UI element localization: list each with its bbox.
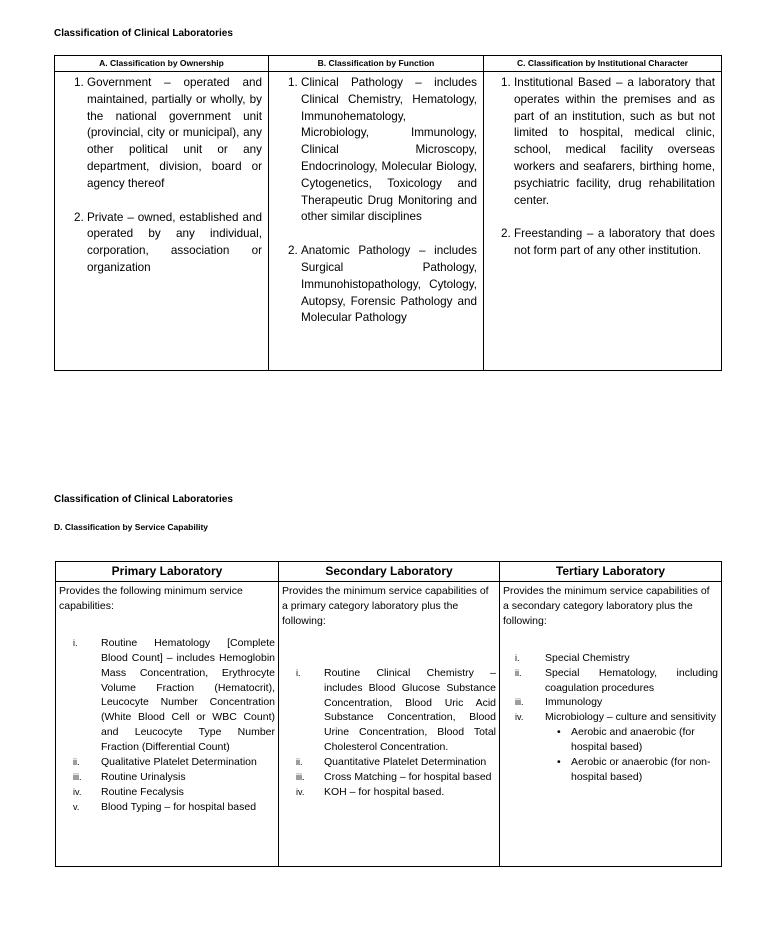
function-cell xyxy=(269,72,484,371)
list-item: 2. Anatomic Pathology – includes Surgical Pathology, Immunohistopathology, Cytology, Autopsy, Forensic Pathology and Molecular Pathology xyxy=(301,243,477,327)
item-number: iv. xyxy=(515,712,524,723)
list-item xyxy=(282,666,496,755)
bullet-icon: • xyxy=(557,726,561,739)
list-item: 1. Institutional Based – a laboratory that operates within the premises and as part of an institution, such as but not limited to hospital, medical clinic, school, medical facility overseas workers and seafarers, birthing home, psychiatric facility, drug rehabilitation center. xyxy=(514,75,715,209)
secondary-cell xyxy=(279,582,500,867)
item-text: Qualitative Platelet Determination xyxy=(101,756,257,769)
item-number: ii. xyxy=(515,667,522,678)
tertiary-cell xyxy=(500,582,722,867)
item-text: Aerobic or anaerobic (for non-hospital based) xyxy=(571,756,711,783)
secondary-header: Secondary Laboratory xyxy=(279,562,500,582)
item-number: ii. xyxy=(296,757,303,768)
item-number: iii. xyxy=(73,771,82,782)
list-item xyxy=(282,755,496,770)
item-text: Aerobic and anaerobic (for hospital based) xyxy=(571,726,695,754)
list-item: 2. Private – owned, established and operated by any individual, corporation, association or organization xyxy=(87,210,262,277)
list-item xyxy=(59,800,275,815)
classification-table-1 xyxy=(54,55,722,371)
item-number: ii. xyxy=(73,757,80,768)
item-text: Blood Typing – for hospital based xyxy=(101,800,257,813)
item-number: i. xyxy=(296,667,301,678)
item-number: iv. xyxy=(296,786,305,797)
list-item: 1. Clinical Pathology – includes Clinical Chemistry, Hematology, Immunohematology, Microbiology, Immunology, Clinical Microscopy, Endocrinology, Molecular Biology, Cytogenetics, Toxicology and Therapeutic Drug Monitoring and other similar disciplines xyxy=(301,75,477,226)
institutional-header: C. Classification by Institutional Character xyxy=(484,56,722,72)
item-number: i. xyxy=(515,652,520,663)
primary-header: Primary Laboratory xyxy=(56,562,279,582)
item-text: KOH – for hospital based. xyxy=(324,785,445,798)
list-item xyxy=(503,695,718,710)
item-text: Routine Hematology [Complete Blood Count] – includes Hemoglobin Mass Concentration, Erythrocyte Volume Fraction (Hematocrit), Leucocyte Number Concentration (White Blood Cell or WBC Count) and Leucocyte Type Number Fraction (Differential Count) xyxy=(101,636,275,754)
list-item xyxy=(59,785,275,800)
tertiary-intro: Provides the minimum service capabilities of a secondary category laboratory plus the following: xyxy=(503,585,710,627)
ownership-cell xyxy=(55,72,269,371)
item-text: Special Hematology, including coagulation procedures xyxy=(545,666,718,694)
service-capability-table xyxy=(55,561,722,867)
primary-intro: Provides the following minimum service capabilities: xyxy=(59,585,243,612)
item-number: iv. xyxy=(73,786,82,797)
item-text: Microbiology – culture and sensitivity xyxy=(545,711,716,724)
ownership-header: A. Classification by Ownership xyxy=(55,56,269,72)
function-header: B. Classification by Function xyxy=(269,56,484,72)
list-item: 2. Freestanding – a laboratory that does not form part of any other institution. xyxy=(514,226,715,260)
list-item xyxy=(59,755,275,770)
list-item xyxy=(503,710,718,725)
item-text: Quantitative Platelet Determination xyxy=(324,756,487,769)
item-text: Routine Clinical Chemistry – includes Blood Glucose Substance Concentration, Blood Uric Acid Substance Concentration, Blood Urine Concentration, Blood Total Cholesterol Concentration. xyxy=(324,666,496,754)
item-number: v. xyxy=(73,801,80,812)
list-item xyxy=(282,770,496,785)
section2-subheading: D. Classification by Service Capability xyxy=(54,522,209,532)
list-item xyxy=(503,666,718,696)
item-text: Routine Fecalysis xyxy=(101,785,184,798)
item-number: iii. xyxy=(515,697,524,708)
bullet-item xyxy=(557,755,718,785)
list-item: 1. Government – operated and maintained, partially or wholly, by the national government unit (provincial, city or municipal), any other political unit or any department, division, board or agency thereof xyxy=(87,75,262,193)
institutional-cell xyxy=(484,72,722,371)
list-item xyxy=(59,636,275,755)
item-text: Special Chemistry xyxy=(545,651,630,664)
item-number: iii. xyxy=(296,772,305,783)
bullet-icon: • xyxy=(557,756,561,769)
item-text: Immunology xyxy=(545,696,603,709)
item-text: Routine Urinalysis xyxy=(101,770,186,783)
list-item xyxy=(282,785,496,800)
primary-cell xyxy=(56,582,279,867)
section2-heading: Classification of Clinical Laboratories xyxy=(54,494,233,505)
list-item xyxy=(59,770,275,785)
section1-heading: Classification of Clinical Laboratories xyxy=(54,28,233,39)
item-number: i. xyxy=(73,637,78,648)
list-item xyxy=(503,651,718,666)
bullet-item xyxy=(557,725,718,755)
item-text: Cross Matching – for hospital based xyxy=(324,771,492,784)
tertiary-header: Tertiary Laboratory xyxy=(500,562,722,582)
secondary-intro: Provides the minimum service capabilities of a primary category laboratory plus the following: xyxy=(282,585,489,627)
